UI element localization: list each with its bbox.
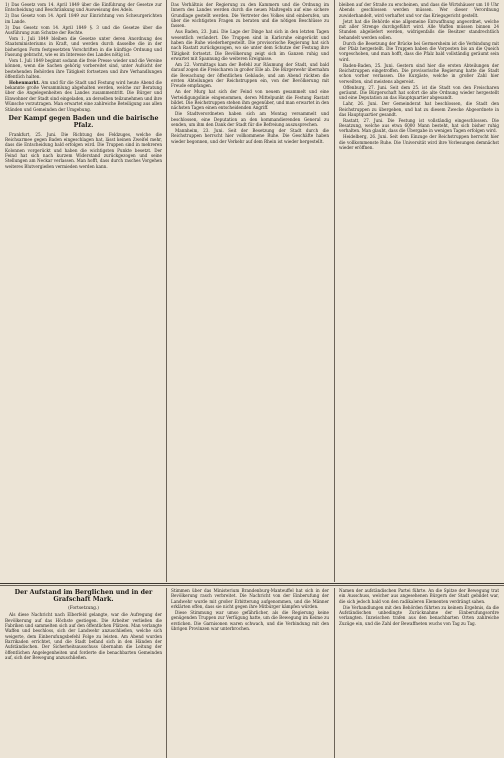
paragraph: Als diese Nachricht nach Elberfeld gelangte, war die Aufregung der Bevölkerung auf das Höchste gestiegen. Die Arbeiter verließen die Fabriken und sammelten sich auf den öffentlichen Plätzen. Man verlangte Waffen und beschloss, sich der Landwehr anzuschließen, welche sich weigerte, dem Einberufungsbefehl Folge zu leisten. Am Abend wurden Barrikaden errichtet, und die Stadt befand sich in den Händen der Aufständischen. Der Sicherheitsausschuss übernahm die Leitung der öffentlichen Angelegenheiten und forderte die benachbarten Gemeinden auf, sich der Bewegung anzuschließen. xyxy=(5,612,162,660)
paragraph: Am 22. Vormittags kam der Befehl zur Räumung der Stadt, und bald darauf zogen die Freischaren in großer Eile ab. Die Bürgerwehr übernahm die Bewachung der öffentlichen Gebäude, und am Abend rückten die ersten Abteilungen der Reichstruppen ein, von der Bevölkerung mit Freude empfangen. xyxy=(171,61,329,89)
section-heading: Der Kampf gegen Baden und die bairische Pfalz. xyxy=(8,114,159,130)
paragraph: Baden-Baden, 25. Juni. Gestern sind hier die ersten Abteilungen der Reichstruppen eingetroffen. Die provisorische Regierung hatte die Stadt schon vorher verlassen. Die Kurgäste, welche in großer Zahl hier verweilten, sind meistens abgereist. xyxy=(339,62,499,84)
paragraph: Das Verhältnis der Regierung zu den Kammern und die Ordnung im Innern des Landes werden durch die neuen Maßregeln auf eine sichere Grundlage gestellt werden. Die Vertreter des Volkes sind einberufen, um über die wichtigsten Fragen zu beraten und die nötigen Beschlüsse zu fassen. xyxy=(171,2,329,29)
dateline: Hohenmarkt. xyxy=(9,79,40,85)
paragraph: Heidelberg, 26. Juni. Seit dem Einzuge der Reichstruppen herrscht hier die vollkommenste Ruhe. Die Universität wird ihre Vorlesungen demnächst wieder eröffnen. xyxy=(339,134,499,151)
continuation-label: (Fortsetzung.) xyxy=(68,605,99,611)
paragraph xyxy=(5,80,162,112)
paragraph: 3) Das Gesetz vom 14. April 1849 §. 3 und die Gesetze über die Ausführung zum Schutze der Rechte. xyxy=(5,24,162,35)
column-rule xyxy=(334,588,335,758)
paragraph: 2) Das Gesetz vom 14. April 1849 zur Einrichtung von Schwurgerichten im Lande. xyxy=(5,13,162,24)
paragraph: Stimmen über das Ministerium Brandenburg-Manteuffel hat sich in der Bevölkerung rasch verbreitet. Die Nachricht von der Einberufung der Landwehr wurde mit großer Erbitterung aufgenommen, und die Männer erklärten offen, dass sie nicht gegen ihre Mitbürger kämpfen würden. xyxy=(171,588,329,610)
column-bottom-3 xyxy=(339,588,499,756)
feuilleton-title: Der Aufstand im Berglichen und in der Grafschaft Mark. xyxy=(14,589,153,604)
paragraph: Namen der aufständischen Partei führte. An die Spitze der Bewegung trat ein Ausschuss, welcher aus angesehenen Bürgern der Stadt gebildet war, die sich jedoch bald von den radikaleren Elementen verdrängt sahen. xyxy=(339,588,499,604)
paragraph: Frankfurt, 25. Juni. Die Richtung des Feldzuges, welche die Reichsarmee gegen Baden eingeschlagen hat, lässt keinen Zweifel mehr, dass die Entscheidung bald erfolgen wird. Die Truppen sind in mehreren Kolonnen vorgerückt und haben die wichtigsten Punkte besetzt. Der Feind hat sich nach kurzem Widerstand zurückgezogen und seine Stellungen am Neckar verlassen. Man hofft, dass durch rasches Vorgehen weiteres Blutvergießen vermieden werden kann. xyxy=(5,131,162,169)
paragraph: Durch die Besetzung der Brücke bei Germersheim ist die Verbindung mit der Pfalz hergestellt. Die Truppen haben die Vorposten bis an die Queich vorgeschoben, und man hofft, dass die Pfalz bald vollständig geräumt sein wird. xyxy=(339,40,499,62)
paragraph: Die Stadtverordneten haben sich am Montag versammelt und beschlossen, eine Deputation an den kommandierenden General zu senden, um ihm den Dank der Stadt für die Befreiung auszusprechen. xyxy=(171,111,329,127)
paragraph: Vom 1. Juli 1849 beginnt sodann die freie Presse wieder und die Vereine können, wenn die Sachen gehörig vorbereitet sind, unter Aufsicht der bestehenden Behörden ihre Tätigkeit fortsetzen und ihre Verhandlungen öffentlich halten. xyxy=(5,57,162,79)
column-rule xyxy=(166,588,167,758)
column-rule xyxy=(334,0,335,582)
paragraph: An der Murg hat sich der Feind von neuem gesammelt und eine Verteidigungslinie eingenommen, deren Mittelpunkt die Festung Rastatt bildet. Die Reichstruppen stehen ihm gegenüber, und man erwartet in den nächsten Tagen einen entscheidenden Angriff. xyxy=(171,89,329,111)
paragraph: Die Verhandlungen mit den Behörden führten zu keinem Ergebnis, da die Aufständischen unbedingte Zurücknahme der Einberufungsordre verlangten. Inzwischen trafen aus den benachbarten Orten zahlreiche Zuzüge ein, und die Zahl der Bewaffneten wuchs von Tag zu Tag. xyxy=(339,604,499,626)
paragraph: Vom 1. Juli 1849 bleiben die Gesetze unter deren Anordnung des Staatsministeriums in Kraft, und werden durch dasselbe die in der bisherigen Form festgesetzten Vorschriften in die künftige Ordnung und Fassung gebracht, wie es im Interesse des Landes nötig ist. xyxy=(5,35,162,57)
feuilleton-rule xyxy=(0,583,504,584)
paragraph: Aus Baden, 23. Juni. Die Lage der Dinge hat sich in den letzten Tagen wesentlich verändert. Die Truppen sind in Karlsruhe eingerückt und haben die Ruhe wiederhergestellt. Die provisorische Regierung hat sich nach Rastatt zurückgezogen, wo sie unter dem Schutze der Festung ihre Tätigkeit fortsetzt. Die Bevölkerung zeigt sich im Ganzen ruhig und erwartet mit Spannung die weiteren Ereignisse. xyxy=(171,29,329,62)
feuilleton-rule-thin xyxy=(0,585,504,586)
paragraph: Offenburg, 27. Juni. Seit dem 25. ist die Stadt von den Freischaren geräumt. Die Bürgerschaft hat sofort die alte Ordnung wieder hergestellt und eine Deputation an das Hauptquartier abgesandt. xyxy=(339,84,499,101)
column-top-1 xyxy=(5,2,162,582)
paragraph: bleiben auf der Straße zu erscheinen, und dass die Wirtshäuser um 10 Uhr Abends geschlossen werden müssen. Wer dieser Verordnung zuwiderhandelt, wird verhaftet und vor das Kriegsgericht gestellt. xyxy=(339,2,499,18)
paragraph: Lahr, 26. Juni. Der Gemeinderat hat beschlossen, die Stadt den Reichstruppen zu übergeben, und hat zu diesem Zwecke Abgeordnete in das Hauptquartier gesandt. xyxy=(339,101,499,117)
column-bottom-2 xyxy=(171,588,329,756)
column-bottom-1 xyxy=(5,588,162,756)
column-top-3 xyxy=(339,2,499,582)
paragraph-text: Am und für die Stadt und Festung wird heute Abend die bekannte große Versammlung abgehalten werden, welche zur Beratung über die Angelegenheiten des Landes zusammentritt. Die Bürger und Einwohner der Stadt sind eingeladen, an derselben teilzunehmen und ihre Wünsche vorzutragen. Man erwartet eine zahlreiche Beteiligung aus allen Ständen und Gemeinden der Umgebung. xyxy=(5,79,162,112)
column-rule xyxy=(166,0,167,582)
paragraph: Jetzt hat die Behörde eine allgemeine Entwaffnung angeordnet, welche mit aller Strenge durchgeführt wird. Alle Waffen müssen binnen 24 Stunden abgeliefert werden, widrigenfalls die Besitzer standrechtlich behandelt werden sollen. xyxy=(339,18,499,40)
paragraph: Diese Stimmung war umso gefährlicher, als die Regierung keine genügenden Truppen zur Verfügung hatte, um die Bewegung im Keime zu ersticken. Die Garnisonen waren schwach, und die Verbindung mit den übrigen Provinzen war unterbrochen. xyxy=(171,609,329,631)
paragraph: 1) Das Gesetz vom 14. April 1849 über die Einführung der Gesetze zur Entscheidung und Beschränkung und Ausweisung des Adels. xyxy=(5,2,162,13)
paragraph: Rastatt, 27. Juni. Die Festung ist vollständig eingeschlossen. Die Besatzung, welche aus etwa 6000 Mann besteht, hat sich bisher ruhig verhalten. Man glaubt, dass die Übergabe in wenigen Tagen erfolgen wird. xyxy=(339,117,499,134)
column-top-2 xyxy=(171,2,329,582)
paragraph: Mannheim, 23. Juni. Seit der Besetzung der Stadt durch die Reichstruppen herrscht hier vollkommene Ruhe. Die Geschäfte haben wieder begonnen, und der Verkehr auf dem Rhein ist wieder hergestellt. xyxy=(171,127,329,144)
